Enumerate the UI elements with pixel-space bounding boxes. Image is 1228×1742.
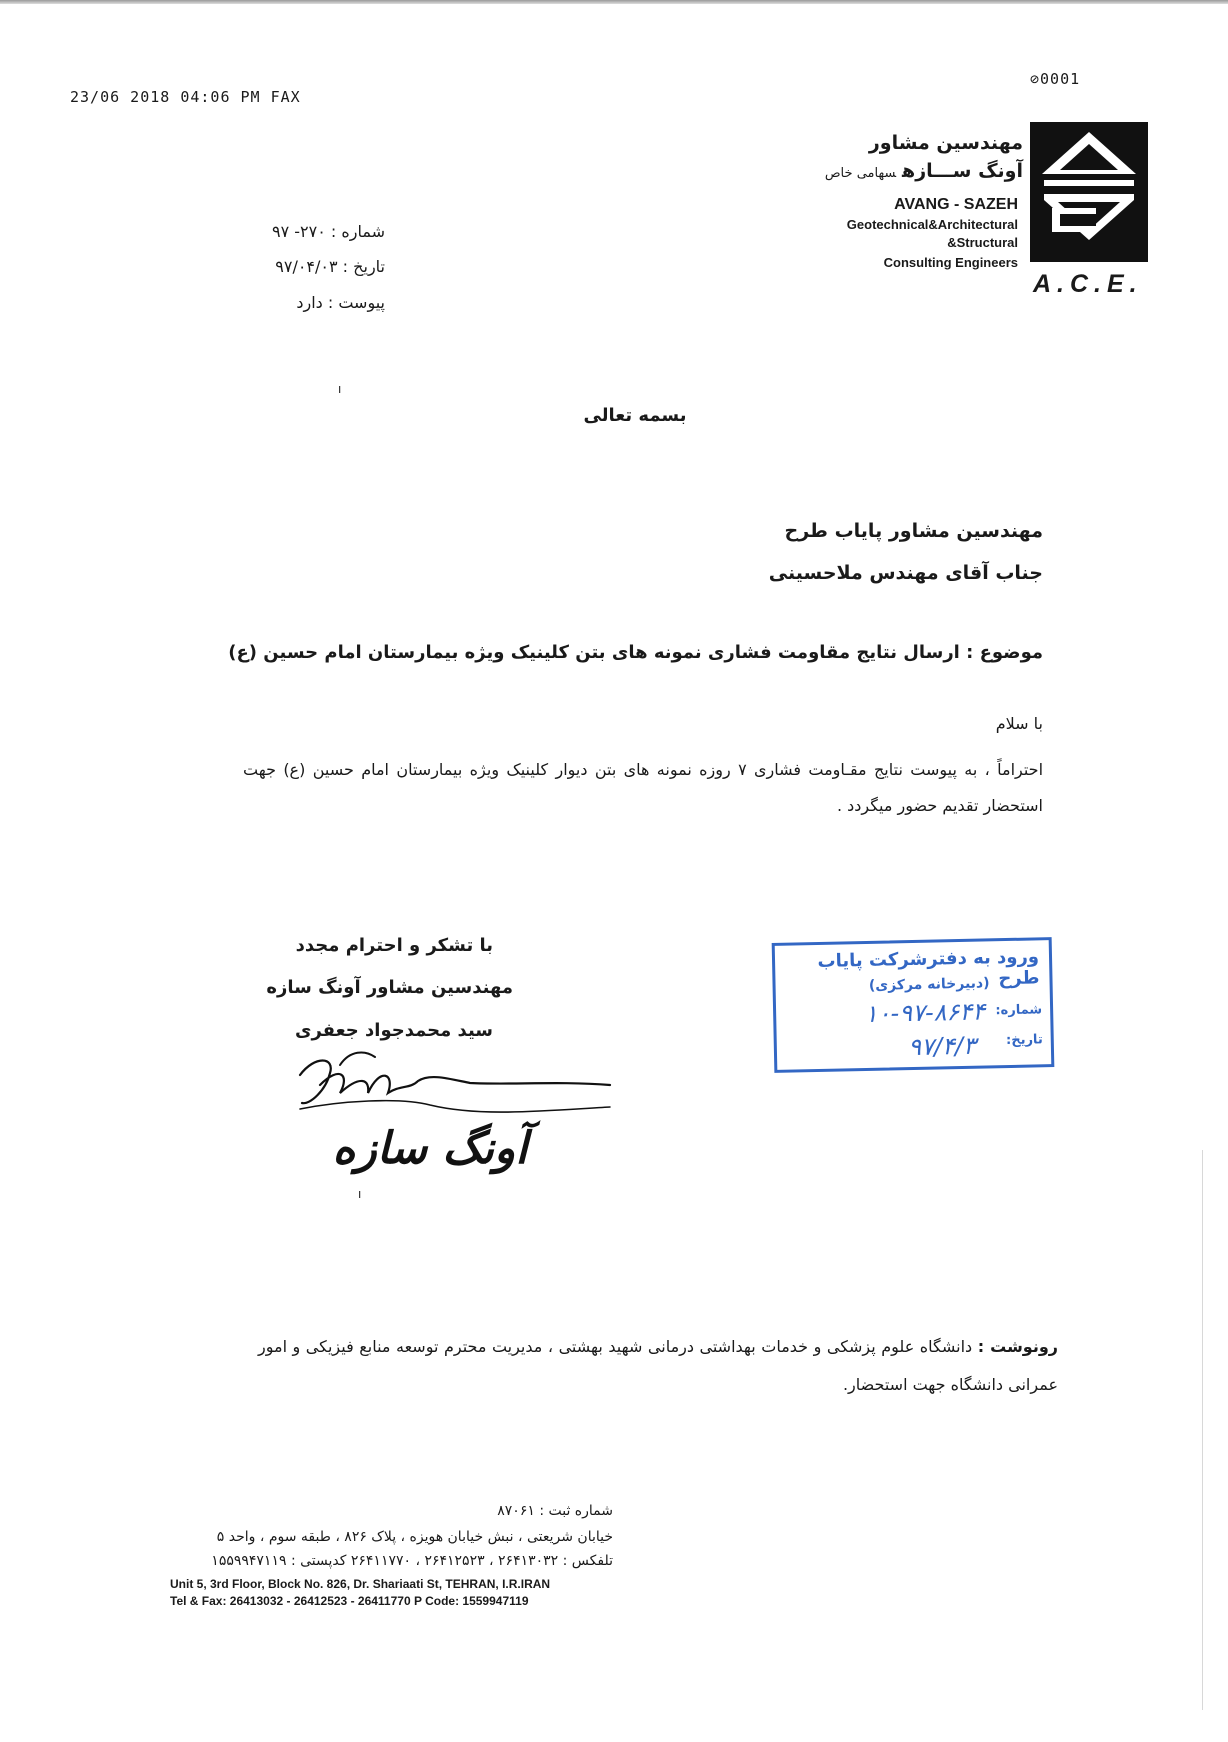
stamp-number-value: ۱۰-۹۷-۸۶۴۴ [864,997,986,1029]
scan-mark: ı [358,1187,362,1201]
recipient-person: جناب آقای مهندس ملاحسینی [768,562,1043,584]
telephone-en: Tel & Fax: 26413032 - 26412523 - 26411770 P Code: 1559947119 [170,1594,529,1608]
stamp-title: ورود به دفترشرکت پایاب طرح [817,946,1040,990]
company-name-fa-line2 [825,160,1023,182]
fax-page-number: ⊘0001 [1030,70,1081,88]
company-seal-text: آونگ سازه [332,1123,528,1174]
stamp-date-label: تاریخ: [1005,1032,1043,1049]
company-specialty-line1: Geotechnical&Architectural [846,217,1018,232]
received-stamp [772,937,1055,1073]
scan-edge-top [0,0,1228,4]
company-logo-icon [1030,122,1148,262]
company-specialty-line3: Consulting Engineers [883,255,1018,270]
letter-date: تاریخ : ۹۷/۰۴/۰۳ [275,257,385,276]
fax-header: 23/06 2018 04:06 PM FAX [70,88,301,106]
letter-body: احتراماً ، به پیوست نتایج مقـاومت فشاری ۷ روزه نمونه های بتن دیوار کلینیک ویژه بیمارستان امام حسین (ع) جهت استحضار تقدیم حضور میگردد . [243,760,1044,815]
company-logo-text: A.C.E. [1033,270,1143,298]
closing-line: با تشکر و احترام مجدد [295,935,493,956]
closing-company: مهندسین مشاور آونگ سازه [266,977,513,998]
telephone-fa: تلفکس : ۲۶۴۱۳۰۳۲ ، ۲۶۴۱۲۵۲۳ ، ۲۶۴۱۱۷۷۰ کدپستی : ۱۵۵۹۹۴۷۱۱۹ [211,1553,613,1569]
company-specialty-line2: &Structural [947,235,1018,250]
carbon-copy [258,1328,1058,1404]
letter-subject: موضوع : ارسال نتایج مقاومت فشاری نمونه های بتن کلینیک ویژه بیمارستان امام حسین (ع) [228,642,1043,663]
cc-label: رونوشت : [977,1337,1058,1356]
registration-number: شماره ثبت : ۸۷۰۶۱ [497,1503,613,1519]
letter-attachment: پیوست : دارد [296,293,385,312]
company-name-en: AVANG - SAZEH [894,196,1018,213]
signatory-name: سید محمدجواد جعفری [294,1020,493,1041]
letter-greeting: با سلام [995,714,1043,733]
stamp-date-value: ۹۷/۴/۳ [907,1031,977,1062]
address-en: Unit 5, 3rd Floor, Block No. 826, Dr. Shariaati St, TEHRAN, I.R.IRAN [170,1577,551,1591]
scan-edge-right [1202,1150,1203,1710]
handwritten-signature-icon [280,1045,620,1185]
cc-text: دانشگاه علوم پزشکی و خدمات بهداشتی درمانی شهید بهشتی ، مدیریت محترم توسعه منابع فیزیکی و امور عمرانی دانشگاه جهت استحضار. [258,1337,1058,1394]
letter-number: شماره : ۲۷۰- ۹۷ [271,222,385,241]
company-name-fa-line1: مهندسین مشاور [868,132,1023,154]
company-name-fa: آونگ ســـازه [902,160,1023,182]
stamp-number-label: شماره: [995,1002,1043,1019]
scan-mark: ı [338,382,342,396]
company-type-fa: سهامی خاص [824,166,897,181]
recipient-company: مهندسین مشاور پایاب طرح [784,520,1043,542]
basmala: بسمه تعالی [583,405,687,426]
stamp-subtitle: (دبیرخانه مرکزی) [868,975,990,994]
address-fa: خیابان شریعتی ، نبش خیابان هویزه ، پلاک ۸۲۶ ، طبقه سوم ، واحد ۵ [216,1529,613,1545]
